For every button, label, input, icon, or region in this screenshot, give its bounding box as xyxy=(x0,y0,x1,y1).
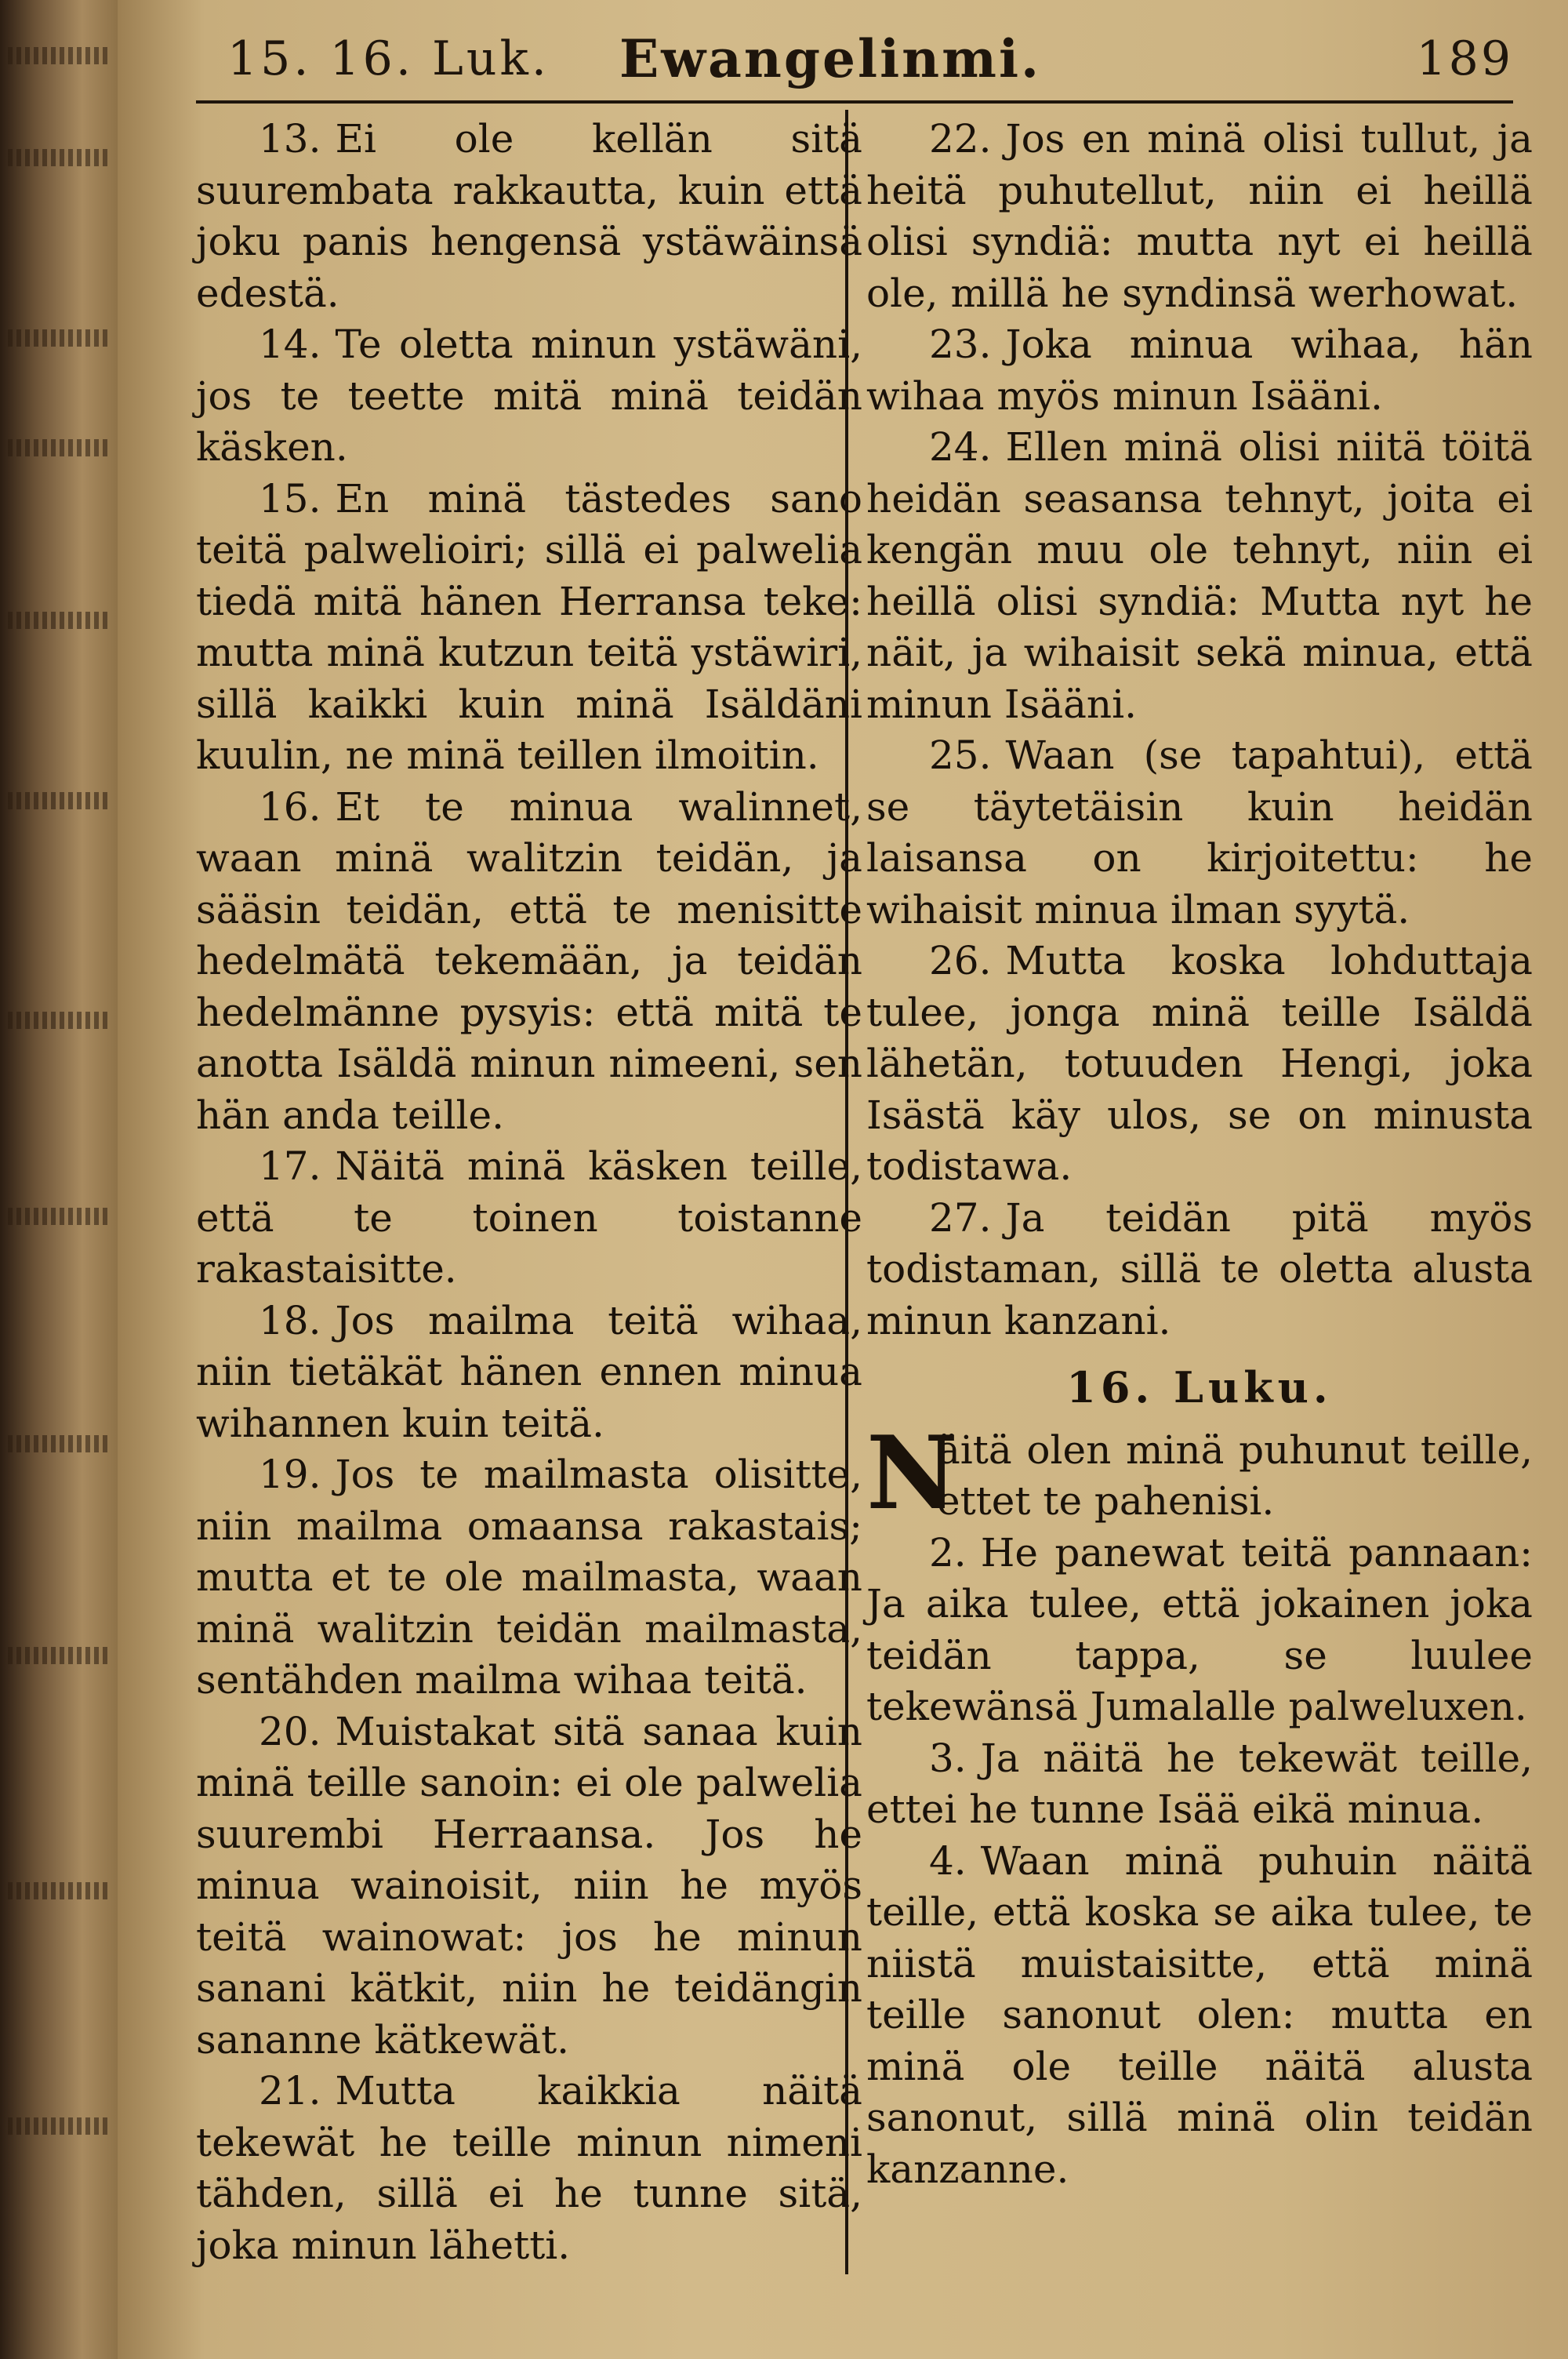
verse-number: 25. xyxy=(929,732,992,778)
verse-text: Jos mailma teitä wihaa, niin tietäkät hänen ennen minua wihannen kuin teitä. xyxy=(196,1297,862,1446)
left-column xyxy=(196,114,862,2271)
verse xyxy=(196,2066,862,2271)
adjacent-page-edge xyxy=(0,0,118,2359)
bleed-through-line xyxy=(8,1435,110,1452)
verse-text: Waan (se tapahtui), että se täytetäisin kuin heidän laisansa on kirjoitettu: he wihaisit minua ilman syytä. xyxy=(866,732,1533,932)
verse-number: 14. xyxy=(259,322,321,367)
bleed-through-line xyxy=(8,439,110,456)
verse-number: 15. xyxy=(259,475,321,522)
verse-number: 3. xyxy=(929,1735,967,1781)
verses-before-chapter xyxy=(866,114,1533,1347)
verse-text: En minä tästedes sano teitä palwelioiri; sillä ei palwelia tiedä mitä hänen Herransa teke: mutta minä kutzun teitä ystäwiri, sillä kaikki kuin minä Isäldäni kuulin, ne minä teillen ilmoitin. xyxy=(196,475,862,778)
verse xyxy=(196,1449,862,1707)
page-number: 189 xyxy=(1416,31,1513,86)
verse-text: Te oletta minun ystäwäni, jos te teette mitä minä teidän käsken. xyxy=(196,322,862,470)
verse-text: Waan minä puhuin näitä teille, että koska se aika tulee, te niistä muistaisitte, että minä teille sanonut olen: mutta en minä ole teille näitä alusta sanonut, sillä minä olin teidän kanzanne. xyxy=(866,1837,1533,2192)
verse-text: Mutta kaikkia näitä tekewät he teille minun nimeni tähden, sillä ei he tunne sitä, joka minun lähetti. xyxy=(196,2068,862,2268)
verse-number: 18. xyxy=(259,1297,321,1343)
verse-number: 20. xyxy=(259,1708,321,1754)
header-rule xyxy=(196,100,1513,104)
verse xyxy=(866,1733,1533,1836)
running-head: 15. 16. Luk. xyxy=(227,31,550,86)
verse xyxy=(196,114,862,319)
verse xyxy=(866,1193,1533,1347)
verse-text: Ellen minä olisi niitä töitä heidän seasansa tehnyt, joita ei kengän muu ole tehnyt, niin ei heillä olisi syndiä: Mutta nyt he näit, ja wihaisit sekä minua, että minun Isääni. xyxy=(866,424,1533,727)
verse xyxy=(196,1707,862,2066)
verse-text: He panewat teitä pannaan: Ja aika tulee, että jokainen joka teidän tappa, se luulee tekewänsä Jumalalle palweluxen. xyxy=(866,1529,1533,1729)
bleed-through-line xyxy=(8,792,110,809)
verse-number: 13. xyxy=(259,116,321,162)
verse-text: Jos te mailmasta olisitte, niin mailma omaansa rakastais; mutta et te ole mailmasta, waan minä walitzin teidän mailmasta, sentähden mailma wihaa teitä. xyxy=(196,1452,862,1703)
verse xyxy=(866,730,1533,936)
verse-number: 17. xyxy=(259,1143,321,1189)
verse-text: Ja näitä he tekewät teille, ettei he tunne Isää eikä minua. xyxy=(866,1735,1533,1832)
verse-text: Jos en minä olisi tullut, ja heitä puhutellut, niin ei heillä olisi syndiä: mutta nyt ei heillä ole, millä he syndinsä werhowat. xyxy=(866,116,1533,316)
right-column xyxy=(866,114,1533,2195)
bleed-through-line xyxy=(8,1012,110,1029)
verse-text: Näitä minä käsken teille, että te toinen toistanne rakastaisitte. xyxy=(196,1143,862,1292)
drop-cap-initial: N xyxy=(866,1414,958,1532)
verse-text: Mutta koska lohduttaja tulee, jonga minä teille Isäldä lähetän, totuuden Hengi, joka Isästä käy ulos, se on minusta todistawa. xyxy=(866,938,1533,1189)
bleed-through-line xyxy=(8,612,110,629)
verse xyxy=(866,936,1533,1193)
bleed-through-line xyxy=(8,47,110,64)
verse-number: 24. xyxy=(929,424,992,470)
verse xyxy=(196,1141,862,1296)
bleed-through-line xyxy=(8,2117,110,2135)
verse xyxy=(196,1296,862,1450)
verse xyxy=(866,422,1533,730)
verse-number: 21. xyxy=(259,2068,321,2114)
verse-text: Muistakat sitä sanaa kuin minä teille sanoin: ei ole palwelia suurembi Herraansa. Jos he minua wainoisit, niin he myös teitä wainowat: jos he minun sanani kätkit, niin he teidängin sananne kätkewät. xyxy=(196,1708,862,2063)
bleed-through-line xyxy=(8,1647,110,1664)
verses-after-chapter xyxy=(866,1528,1533,2196)
verse-text: Ja teidän pitä myös todistaman, sillä te oletta alusta minun kanzani. xyxy=(866,1194,1533,1343)
verse-text: Joka minua wihaa, hän wihaa myös minun Isääni. xyxy=(866,322,1533,419)
chapter-opening-verse xyxy=(866,1414,1533,1532)
verse xyxy=(866,1836,1533,2196)
verse xyxy=(866,319,1533,422)
verse-number: 4. xyxy=(929,1837,967,1884)
verse-number: 27. xyxy=(929,1194,992,1241)
verse xyxy=(866,114,1533,319)
verse xyxy=(866,1528,1533,1733)
bleed-through-line xyxy=(8,1208,110,1225)
chapter-heading: 16. Luku. xyxy=(1066,1362,1333,1412)
page-title: Ewangelinmi. xyxy=(619,28,1042,89)
verse-number: 19. xyxy=(259,1452,321,1497)
page-header xyxy=(196,28,1513,94)
bleed-through-line xyxy=(8,329,110,347)
bleed-through-line xyxy=(8,149,110,166)
verse-number: 16. xyxy=(259,783,321,830)
verse-number: 22. xyxy=(929,116,992,162)
verse xyxy=(196,474,862,782)
verse-number: 23. xyxy=(929,322,992,367)
verse-number: 26. xyxy=(929,938,992,983)
verse xyxy=(196,319,862,474)
chapter-opening-text: äitä olen minä puhunut teille, ettet te pahenisi. xyxy=(937,1427,1533,1524)
verse-text: Ei ole kellän sitä suurembata rakkautta, kuin että joku panis hengensä ystäwäinsä edestä. xyxy=(196,116,862,316)
verse-number: 2. xyxy=(929,1529,967,1576)
bleed-through-line xyxy=(8,1882,110,1899)
verse-text: Et te minua walinnet, waan minä walitzin teidän, ja sääsin teidän, että te menisitte hedelmätä tekemään, ja teidän hedelmänne pysyis: että mitä te anotta Isäldä minun nimeeni, sen hän anda teille. xyxy=(196,783,862,1138)
verse xyxy=(196,782,862,1142)
